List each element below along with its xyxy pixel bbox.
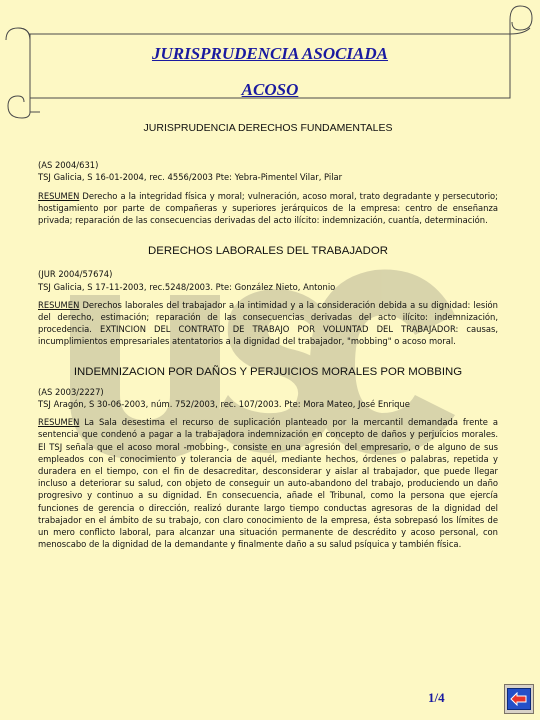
page-indicator: 1/4	[428, 690, 445, 705]
summary-label: RESUMEN	[38, 417, 80, 428]
back-button-face[interactable]	[507, 688, 531, 710]
banner-title: JURISPRUDENCIA ASOCIADA	[151, 44, 389, 63]
section-heading-derechos-fundamentales: JURISPRUDENCIA DERECHOS FUNDAMENTALES	[143, 122, 393, 134]
section-heading-indemnizacion: INDEMNIZACION POR DAÑOS Y PERJUICIOS MORALES POR MOBBING	[73, 365, 463, 378]
entry-ref-id: (AS 2003/2227)	[38, 386, 104, 397]
entry-ref-court: TSJ Aragón, S 30-06-2003, núm. 752/2003, rec. 107/2003. Pte: Mora Mateo, José Enrique	[38, 399, 410, 410]
document-body	[38, 122, 498, 550]
entry-ref-id: (JUR 2004/57674)	[38, 269, 113, 280]
summary-text: La Sala desestima el recurso de suplicación planteado por la mercantil demandada frente a sentencia que condenó a pagar a la trabajadora indemnización en concepto de daños y perjuicios morales. El TSJ señala que el acoso moral -mobbing-, consiste en una agresión del empresario, o de alguno de sus empleados con el conocimiento y tolerancia de aquél, mediante hechos, órdenes o palabras, repetida y duradera en el tiempo, con el fin de desacreditar, desconsiderar y aislar al trabajador, que puede llegar incluso a deteriorar su salud, con objeto de conseguir un auto-abandono del trabajo, produciendo un daño progresivo y continuo a su dignidad. En consecuencia, añade el Tribunal, como la persona que ejercía funciones de gerencia o dirección, realizó durante largo tiempo conductas agresoras de la dignidad del trabajador en el ámbito de su trabajo, con claro conocimiento de la empresa, ésta sobrepasó los límites de un mero conflicto laboral, para alcanzar una situación permanente de descrédito y acoso personal, con menoscabo de la dignidad de la demandante y finalmente daño a su salud psíquica y también física.	[38, 417, 498, 550]
section-heading-derechos-laborales: DERECHOS LABORALES DEL TRABAJADOR	[148, 245, 388, 258]
summary-text: Derechos laborales del trabajador a la intimidad y a la consideración debida a su dignidad: lesión del derecho, estimación; reparación de las consecuencias derivadas del acto ilícito: indemnización, procedencia. EXTINCION DEL CONTRATO DE TRABAJO POR VOLUNTAD DEL TRABAJADOR: causas, incumplimientos empresariales atentatorios a la dignidad del trabajador, "mobbing" o acoso moral.	[38, 299, 498, 347]
entry-summary	[38, 299, 498, 348]
entry-ref-court: TSJ Galicia, S 16-01-2004, rec. 4556/2003 Pte: Yebra-Pimentel Vilar, Pilar	[38, 172, 343, 183]
entry-summary	[38, 190, 498, 227]
back-arrow-icon	[510, 692, 528, 706]
summary-label: RESUMEN	[38, 190, 80, 201]
entry-summary	[38, 416, 498, 550]
entry-ref-court: TSJ Galicia, S 17-11-2003, rec.5248/2003. Pte: González Nieto, Antonio	[38, 281, 336, 292]
banner-subtitle: ACOSO	[241, 80, 299, 99]
summary-text: Derecho a la integridad física y moral; vulneración, acoso moral, trato degradante y persecutorio; hostigamiento por parte de compañeras y superiores jerárquicos de la empresa: centro de enseñanza privada; reparación de las consecuencias derivadas del acto ilícito: indemnización, cuantía, determinación.	[38, 190, 498, 226]
back-button[interactable]	[504, 684, 534, 714]
summary-label: RESUMEN	[38, 299, 80, 310]
entry-ref-id: (AS 2004/631)	[38, 160, 99, 171]
